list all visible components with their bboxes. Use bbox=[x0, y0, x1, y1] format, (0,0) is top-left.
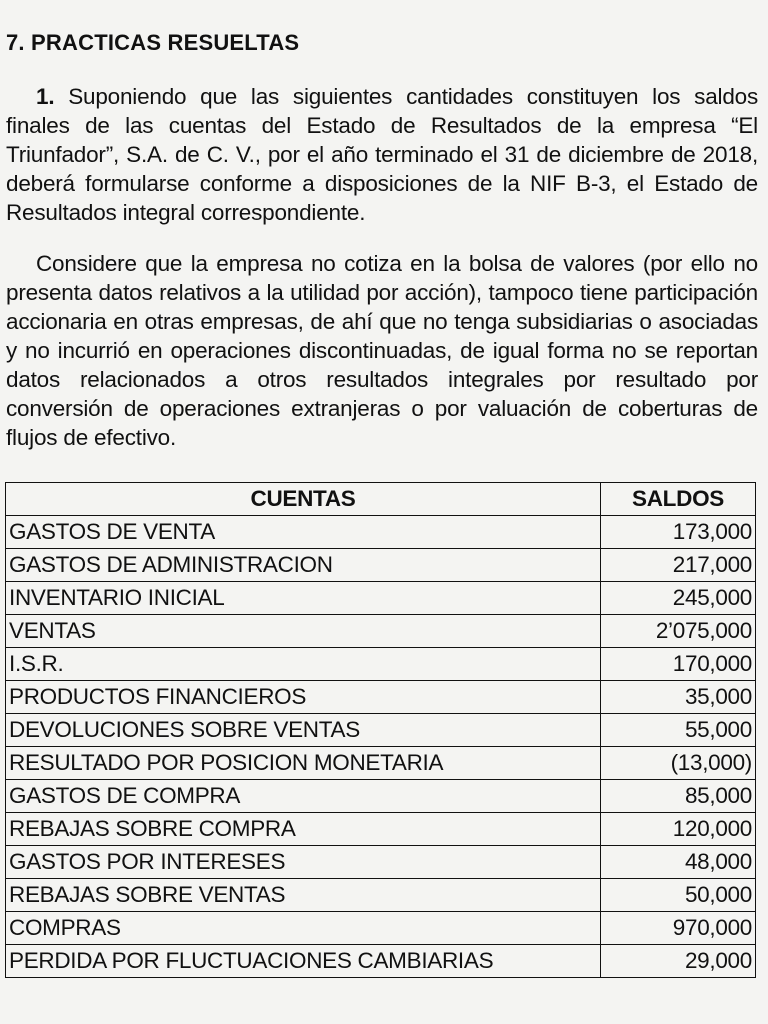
column-header-balances: SALDOS bbox=[601, 483, 756, 516]
account-name: PRODUCTOS FINANCIEROS bbox=[6, 681, 601, 714]
account-name: PERDIDA POR FLUCTUACIONES CAMBIARIAS bbox=[6, 945, 601, 978]
account-balance: 120,000 bbox=[601, 813, 756, 846]
account-balance: 217,000 bbox=[601, 549, 756, 582]
account-balance: 29,000 bbox=[601, 945, 756, 978]
accounts-table bbox=[5, 482, 756, 978]
account-balance: 85,000 bbox=[601, 780, 756, 813]
table-row bbox=[6, 516, 756, 549]
table-row bbox=[6, 813, 756, 846]
exercise-statement bbox=[6, 82, 758, 227]
account-balance: 50,000 bbox=[601, 879, 756, 912]
table-row bbox=[6, 582, 756, 615]
table-row bbox=[6, 945, 756, 978]
account-balance: 173,000 bbox=[601, 516, 756, 549]
account-balance: 245,000 bbox=[601, 582, 756, 615]
account-name: DEVOLUCIONES SOBRE VENTAS bbox=[6, 714, 601, 747]
account-name: REBAJAS SOBRE COMPRA bbox=[6, 813, 601, 846]
account-name: INVENTARIO INICIAL bbox=[6, 582, 601, 615]
account-balance: (13,000) bbox=[601, 747, 756, 780]
account-name: VENTAS bbox=[6, 615, 601, 648]
account-name: I.S.R. bbox=[6, 648, 601, 681]
account-name: GASTOS DE VENTA bbox=[6, 516, 601, 549]
account-name: RESULTADO POR POSICION MONETARIA bbox=[6, 747, 601, 780]
exercise-text: Suponiendo que las siguientes cantidades constituyen los saldos finales de las cuentas del Estado de Resultados de la empresa “El Triunfador”, S.A. de C. V., por el año terminado el 31 de diciembre de 2018, deberá formularse conforme a disposiciones de la NIF B-3, el Estado de Resultados integral correspondiente. bbox=[6, 84, 759, 225]
table-row bbox=[6, 912, 756, 945]
table-row bbox=[6, 747, 756, 780]
account-balance: 970,000 bbox=[601, 912, 756, 945]
table-header-row bbox=[6, 483, 756, 516]
column-header-accounts: CUENTAS bbox=[6, 483, 601, 516]
account-balance: 170,000 bbox=[601, 648, 756, 681]
table-row bbox=[6, 846, 756, 879]
table-row bbox=[6, 780, 756, 813]
exercise-number: 1. bbox=[36, 84, 55, 109]
account-name: GASTOS DE ADMINISTRACION bbox=[6, 549, 601, 582]
account-balance: 2’075,000 bbox=[601, 615, 756, 648]
table-row bbox=[6, 681, 756, 714]
account-name: REBAJAS SOBRE VENTAS bbox=[6, 879, 601, 912]
table-row bbox=[6, 714, 756, 747]
exercise-considerations: Considere que la empresa no cotiza en la bolsa de valores (por ello no presenta datos relativos a la utilidad por acción), tampoco tiene participación accionaria en otras empresas, de ahí que no tenga subsidiarias o asociadas y no incurrió en operaciones discontinuadas, de igual forma no se reportan datos relacionados a otros resultados integrales por resultado por conversión de operaciones extranjeras o por valuación de coberturas de flujos de efectivo. bbox=[6, 251, 758, 450]
table-row bbox=[6, 615, 756, 648]
account-name: COMPRAS bbox=[6, 912, 601, 945]
section-title: 7. PRACTICAS RESUELTAS bbox=[6, 30, 300, 55]
account-balance: 35,000 bbox=[601, 681, 756, 714]
table-row bbox=[6, 879, 756, 912]
account-balance: 55,000 bbox=[601, 714, 756, 747]
account-balance: 48,000 bbox=[601, 846, 756, 879]
table-row bbox=[6, 549, 756, 582]
account-name: GASTOS DE COMPRA bbox=[6, 780, 601, 813]
table-row bbox=[6, 648, 756, 681]
account-name: GASTOS POR INTERESES bbox=[6, 846, 601, 879]
